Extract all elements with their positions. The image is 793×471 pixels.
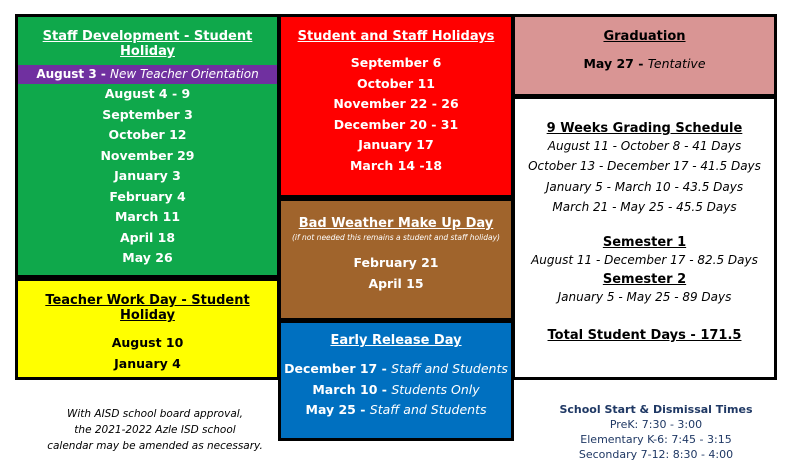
staff-date: August 4 - 9 (104, 86, 191, 101)
staff-development-box (15, 14, 280, 278)
staff-date: November 29 (100, 147, 195, 163)
school-time-row: Secondary 7-12: 8:30 - 4:00 (578, 448, 734, 461)
staff-date: October 12 (108, 127, 187, 142)
staff-date: April 18 (119, 229, 176, 245)
staff-date: March 11 (114, 209, 181, 224)
early-release-note: Staff and Students (391, 361, 508, 376)
grading-row: March 21 - May 25 - 45.5 Days (552, 199, 737, 214)
grading-title: 9 Weeks Grading Schedule (546, 121, 743, 136)
semester-2-title: Semester 2 (602, 272, 687, 288)
grading-schedule-box (512, 96, 777, 380)
banner-date: August 3 - (36, 67, 106, 81)
early-release-item (281, 380, 511, 401)
new-teacher-orientation-banner (18, 65, 277, 84)
school-time-row: Elementary K-6: 7:45 - 3:15 (580, 433, 732, 446)
grading-row: January 5 - March 10 - 43.5 Days (545, 179, 744, 194)
teacher-work-date: August 10 (111, 335, 184, 350)
school-times-title: School Start & Dismissal Times (559, 403, 753, 416)
early-release-title: Early Release Day (330, 333, 462, 348)
bad-weather-title: Bad Weather Make Up Day (298, 216, 494, 231)
holiday-date: September 6 (350, 55, 442, 70)
holiday-date: December 20 - 31 (333, 116, 459, 132)
bad-weather-box (278, 198, 514, 321)
grading-row: August 11 - October 8 - 41 Days (547, 139, 742, 153)
graduation-note: Tentative (647, 56, 706, 71)
teacher-work-date: January 4 (114, 355, 181, 371)
board-approval-footnote (30, 406, 280, 454)
holiday-date: March 14 -18 (349, 157, 443, 173)
school-time-row: PreK: 7:30 - 3:00 (609, 418, 703, 431)
holiday-date: October 11 (357, 75, 435, 91)
staff-date: September 3 (102, 106, 193, 122)
staff-date: February 4 (109, 188, 186, 204)
staff-date: May 26 (122, 250, 173, 265)
early-release-date: December 17 - (284, 361, 387, 376)
student-staff-holidays-box (278, 14, 514, 198)
semester-1-title: Semester 1 (602, 235, 687, 251)
school-times (536, 402, 776, 462)
early-release-box (278, 320, 514, 441)
early-release-date: May 25 - (305, 402, 366, 417)
early-release-note: Staff and Students (369, 402, 487, 417)
holiday-date: November 22 - 26 (333, 96, 459, 111)
banner-note: New Teacher Orientation (110, 67, 259, 81)
graduation-box (512, 14, 777, 97)
bad-weather-date: April 15 (368, 275, 424, 291)
bad-weather-date: February 21 (353, 255, 439, 270)
early-release-item (281, 400, 511, 421)
grading-row: October 13 - December 17 - 41.5 Days (528, 159, 761, 174)
staff-date: January 3 (114, 168, 181, 183)
staff-development-title: Staff Development - Student Holiday (42, 29, 253, 59)
semester-1-range: August 11 - December 17 - 82.5 Days (531, 253, 758, 268)
graduation-date: May 27 - (583, 56, 644, 71)
footnote-line: With AISD school board approval, (66, 408, 244, 420)
teacher-work-day-title: Teacher Work Day - Student Holiday (45, 293, 250, 323)
holiday-date: January 17 (358, 137, 434, 152)
footnote-line: the 2021-2022 Azle ISD school (74, 424, 236, 436)
bad-weather-note: (if not needed this remains a student and staff holiday) (291, 233, 500, 242)
holidays-title: Student and Staff Holidays (297, 29, 495, 44)
teacher-work-day-box (15, 278, 280, 380)
graduation-title: Graduation (603, 29, 686, 44)
early-release-date: March 10 - (312, 381, 387, 397)
early-release-note: Students Only (391, 381, 480, 397)
early-release-item (281, 359, 511, 380)
semester-2-range: January 5 - May 25 - 89 Days (557, 290, 732, 305)
total-student-days: Total Student Days - 171.5 (547, 327, 742, 343)
footnote-line: calendar may be amended as necessary. (47, 440, 263, 452)
graduation-item (515, 54, 774, 75)
